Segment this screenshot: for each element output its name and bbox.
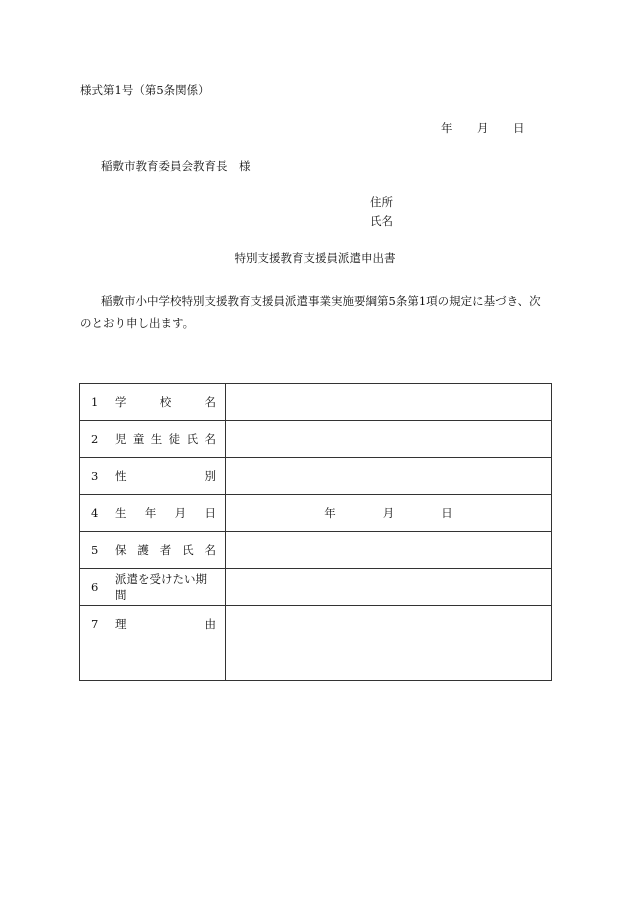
row-label-char: 者	[159, 543, 172, 557]
row-label-char: 徒	[168, 432, 181, 446]
submission-date	[441, 120, 525, 136]
row-value-field[interactable]	[226, 384, 552, 421]
form-number: 様式第1号（第5条関係）	[80, 83, 210, 97]
row-label	[80, 616, 225, 632]
row-value-field[interactable]	[226, 532, 552, 569]
row-label-text	[115, 571, 216, 603]
row-label-text	[115, 468, 216, 484]
row-label-char: 生	[150, 432, 163, 446]
applicant-address-label: 住所	[370, 195, 393, 209]
row-label-text	[115, 431, 216, 447]
row-label-cell	[80, 495, 226, 532]
row-number: 6	[91, 580, 99, 594]
body-text: 稲敷市小中学校特別支援教育支援員派遣事業実施要綱第5条第1項の規定に基づき、次のとおり申し出ます。	[80, 294, 541, 330]
row-label-char: 保	[115, 543, 127, 557]
row-label-text	[115, 505, 216, 521]
row-label-text	[115, 616, 216, 632]
row-label-char: 年	[144, 506, 157, 520]
row-label-char: 氏	[182, 543, 194, 557]
row-label-char: 理	[115, 617, 127, 631]
row-label-text	[115, 394, 216, 410]
row-label-char: 別	[204, 469, 216, 483]
row-label	[80, 571, 225, 603]
row-value-field[interactable]	[226, 606, 552, 681]
row-label	[80, 431, 225, 447]
row-label	[80, 468, 225, 484]
birth-date-month-label: 月	[382, 506, 395, 520]
row-label-cell	[80, 532, 226, 569]
row-label	[80, 394, 225, 410]
table-row	[80, 606, 552, 681]
row-label-char: 性	[115, 469, 127, 483]
row-label-text	[115, 542, 216, 558]
row-label-char: 学	[115, 395, 127, 409]
row-label-cell	[80, 384, 226, 421]
date-year-label: 年	[441, 121, 453, 135]
row-number: 5	[91, 543, 99, 557]
table-row	[80, 458, 552, 495]
row-label-char: 護	[137, 543, 149, 557]
row-label-char: 校	[159, 395, 172, 409]
birth-date-year-label: 年	[324, 506, 336, 520]
date-month-label: 月	[477, 121, 489, 135]
row-number: 4	[91, 506, 99, 520]
row-label-char: 氏	[186, 432, 199, 446]
row-number: 7	[91, 617, 99, 631]
row-label-char: 名	[204, 395, 216, 409]
birth-date-day-label: 日	[441, 506, 453, 520]
row-label-char: 由	[204, 617, 216, 631]
row-label-char: 日	[204, 506, 216, 520]
row-label-char: 童	[132, 432, 145, 446]
row-value-field[interactable]	[226, 495, 552, 532]
row-label-char: 児	[115, 432, 127, 446]
table-row	[80, 495, 552, 532]
table-row	[80, 384, 552, 421]
table-row	[80, 421, 552, 458]
row-label-char: 名	[204, 432, 216, 446]
row-label-char: 生	[115, 506, 127, 520]
applicant-name-label: 氏名	[370, 214, 393, 228]
row-label-cell	[80, 421, 226, 458]
table-row	[80, 569, 552, 606]
row-value-field[interactable]	[226, 421, 552, 458]
application-table	[79, 383, 552, 681]
row-label-char: 名	[204, 543, 216, 557]
document-title: 特別支援教育支援員派遣申出書	[234, 251, 396, 265]
birth-date-units	[226, 505, 551, 521]
row-number: 3	[91, 469, 99, 483]
row-label	[80, 542, 225, 558]
row-number: 1	[91, 395, 99, 409]
row-label-cell	[80, 569, 226, 606]
row-label-cell	[80, 606, 226, 681]
row-label-char: 月	[174, 506, 187, 520]
table-row	[80, 532, 552, 569]
addressee: 稲敷市教育委員会教育長 様	[101, 159, 251, 173]
row-number: 2	[91, 432, 99, 446]
row-label-cell	[80, 458, 226, 495]
row-value-field[interactable]	[226, 569, 552, 606]
date-day-label: 日	[513, 121, 525, 135]
row-value-field[interactable]	[226, 458, 552, 495]
row-label	[80, 505, 225, 521]
row-label-char: 派遣を受けたい期間	[115, 572, 207, 602]
